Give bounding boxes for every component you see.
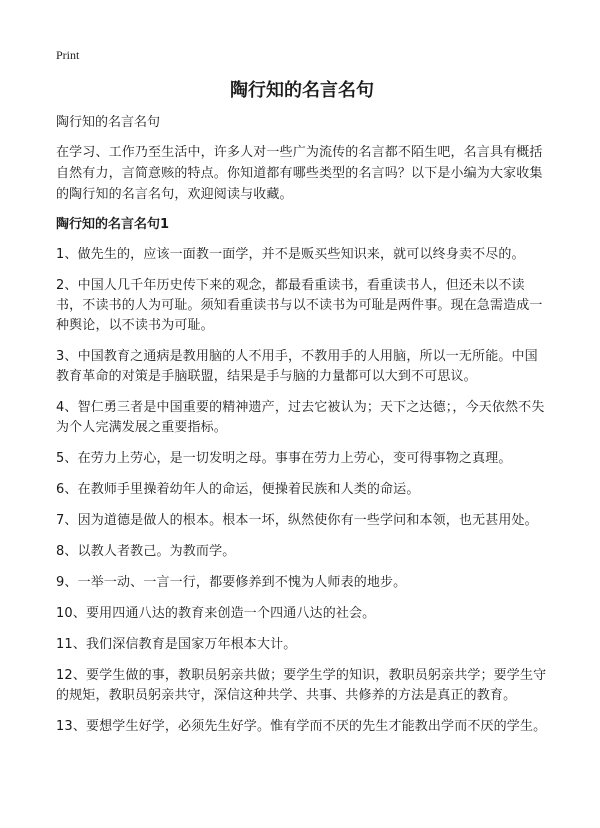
quote-item: 2、中国人几千年历史传下来的观念，都最看重读书，看重读书人，但还未以不读书，不读书的人为可耻。须知看重读书与以不读书为可耻是两件事。现在急需造成一种舆论，以不读书为可耻。 (56, 278, 543, 333)
section-heading: 陶行知的名言名句1 (56, 217, 170, 232)
quote-item: 9、一举一动、一言一行，都要修养到不愧为人师表的地步。 (56, 575, 407, 590)
quote-item: 4、智仁勇三者是中国重要的精神遗产，过去它被认为；天下之达德；，今天依然不失为个人完满发展之重要指标。 (56, 400, 545, 435)
quote-item: 11、我们深信教育是国家万年根本大计。 (56, 637, 297, 652)
quote-item: 12、要学生做的事，教职员躬亲共做；要学生学的知识，教职员躬亲共学；要学生守的规矩，教职员躬亲共守，深信这种共学、共事、共修养的方法是真正的教育。 (56, 668, 547, 703)
quote-item: 3、中国教育之通病是教用脑的人不用手，不教用手的人用脑，所以一无所能。中国教育革命的对策是手脑联盟，结果是手与脑的力量都可以大到不可思议。 (56, 349, 538, 384)
intro-paragraph: 在学习、工作乃至生活中，许多人对一些广为流传的名言都不陌生吧，名言具有概括自然有力，言简意赅的特点。你知道都有哪些类型的名言吗？以下是小编为大家收集的陶行知的名言名句，欢迎阅读与收藏。 (56, 145, 543, 202)
print-link[interactable]: Print (56, 48, 80, 62)
quote-item: 6、在教师手里操着幼年人的命运，便操着民族和人类的命运。 (56, 482, 420, 497)
quote-item: 1、做先生的，应该一面教一面学，并不是贩买些知识来，就可以终身卖不尽的。 (56, 247, 525, 262)
document-body (56, 80, 548, 748)
quote-item: 10、要用四通八达的教育来创造一个四通八达的社会。 (56, 606, 376, 621)
quote-list (56, 245, 548, 737)
page-title: 陶行知的名言名句 (230, 80, 374, 101)
quote-item: 7、因为道德是做人的根本。根本一坏，纵然使你有一些学问和本领，也无甚用处。 (56, 513, 538, 528)
quote-item: 13、要想学生好学，必须先生好学。惟有学而不厌的先生才能教出学而不厌的学生。 (56, 719, 547, 734)
quote-item: 8、以教人者教己。为教而学。 (56, 544, 236, 559)
document-subtitle: 陶行知的名言名句 (56, 115, 161, 130)
quote-item: 5、在劳力上劳心，是一切发明之母。事事在劳力上劳心，变可得事物之真理。 (56, 451, 512, 466)
